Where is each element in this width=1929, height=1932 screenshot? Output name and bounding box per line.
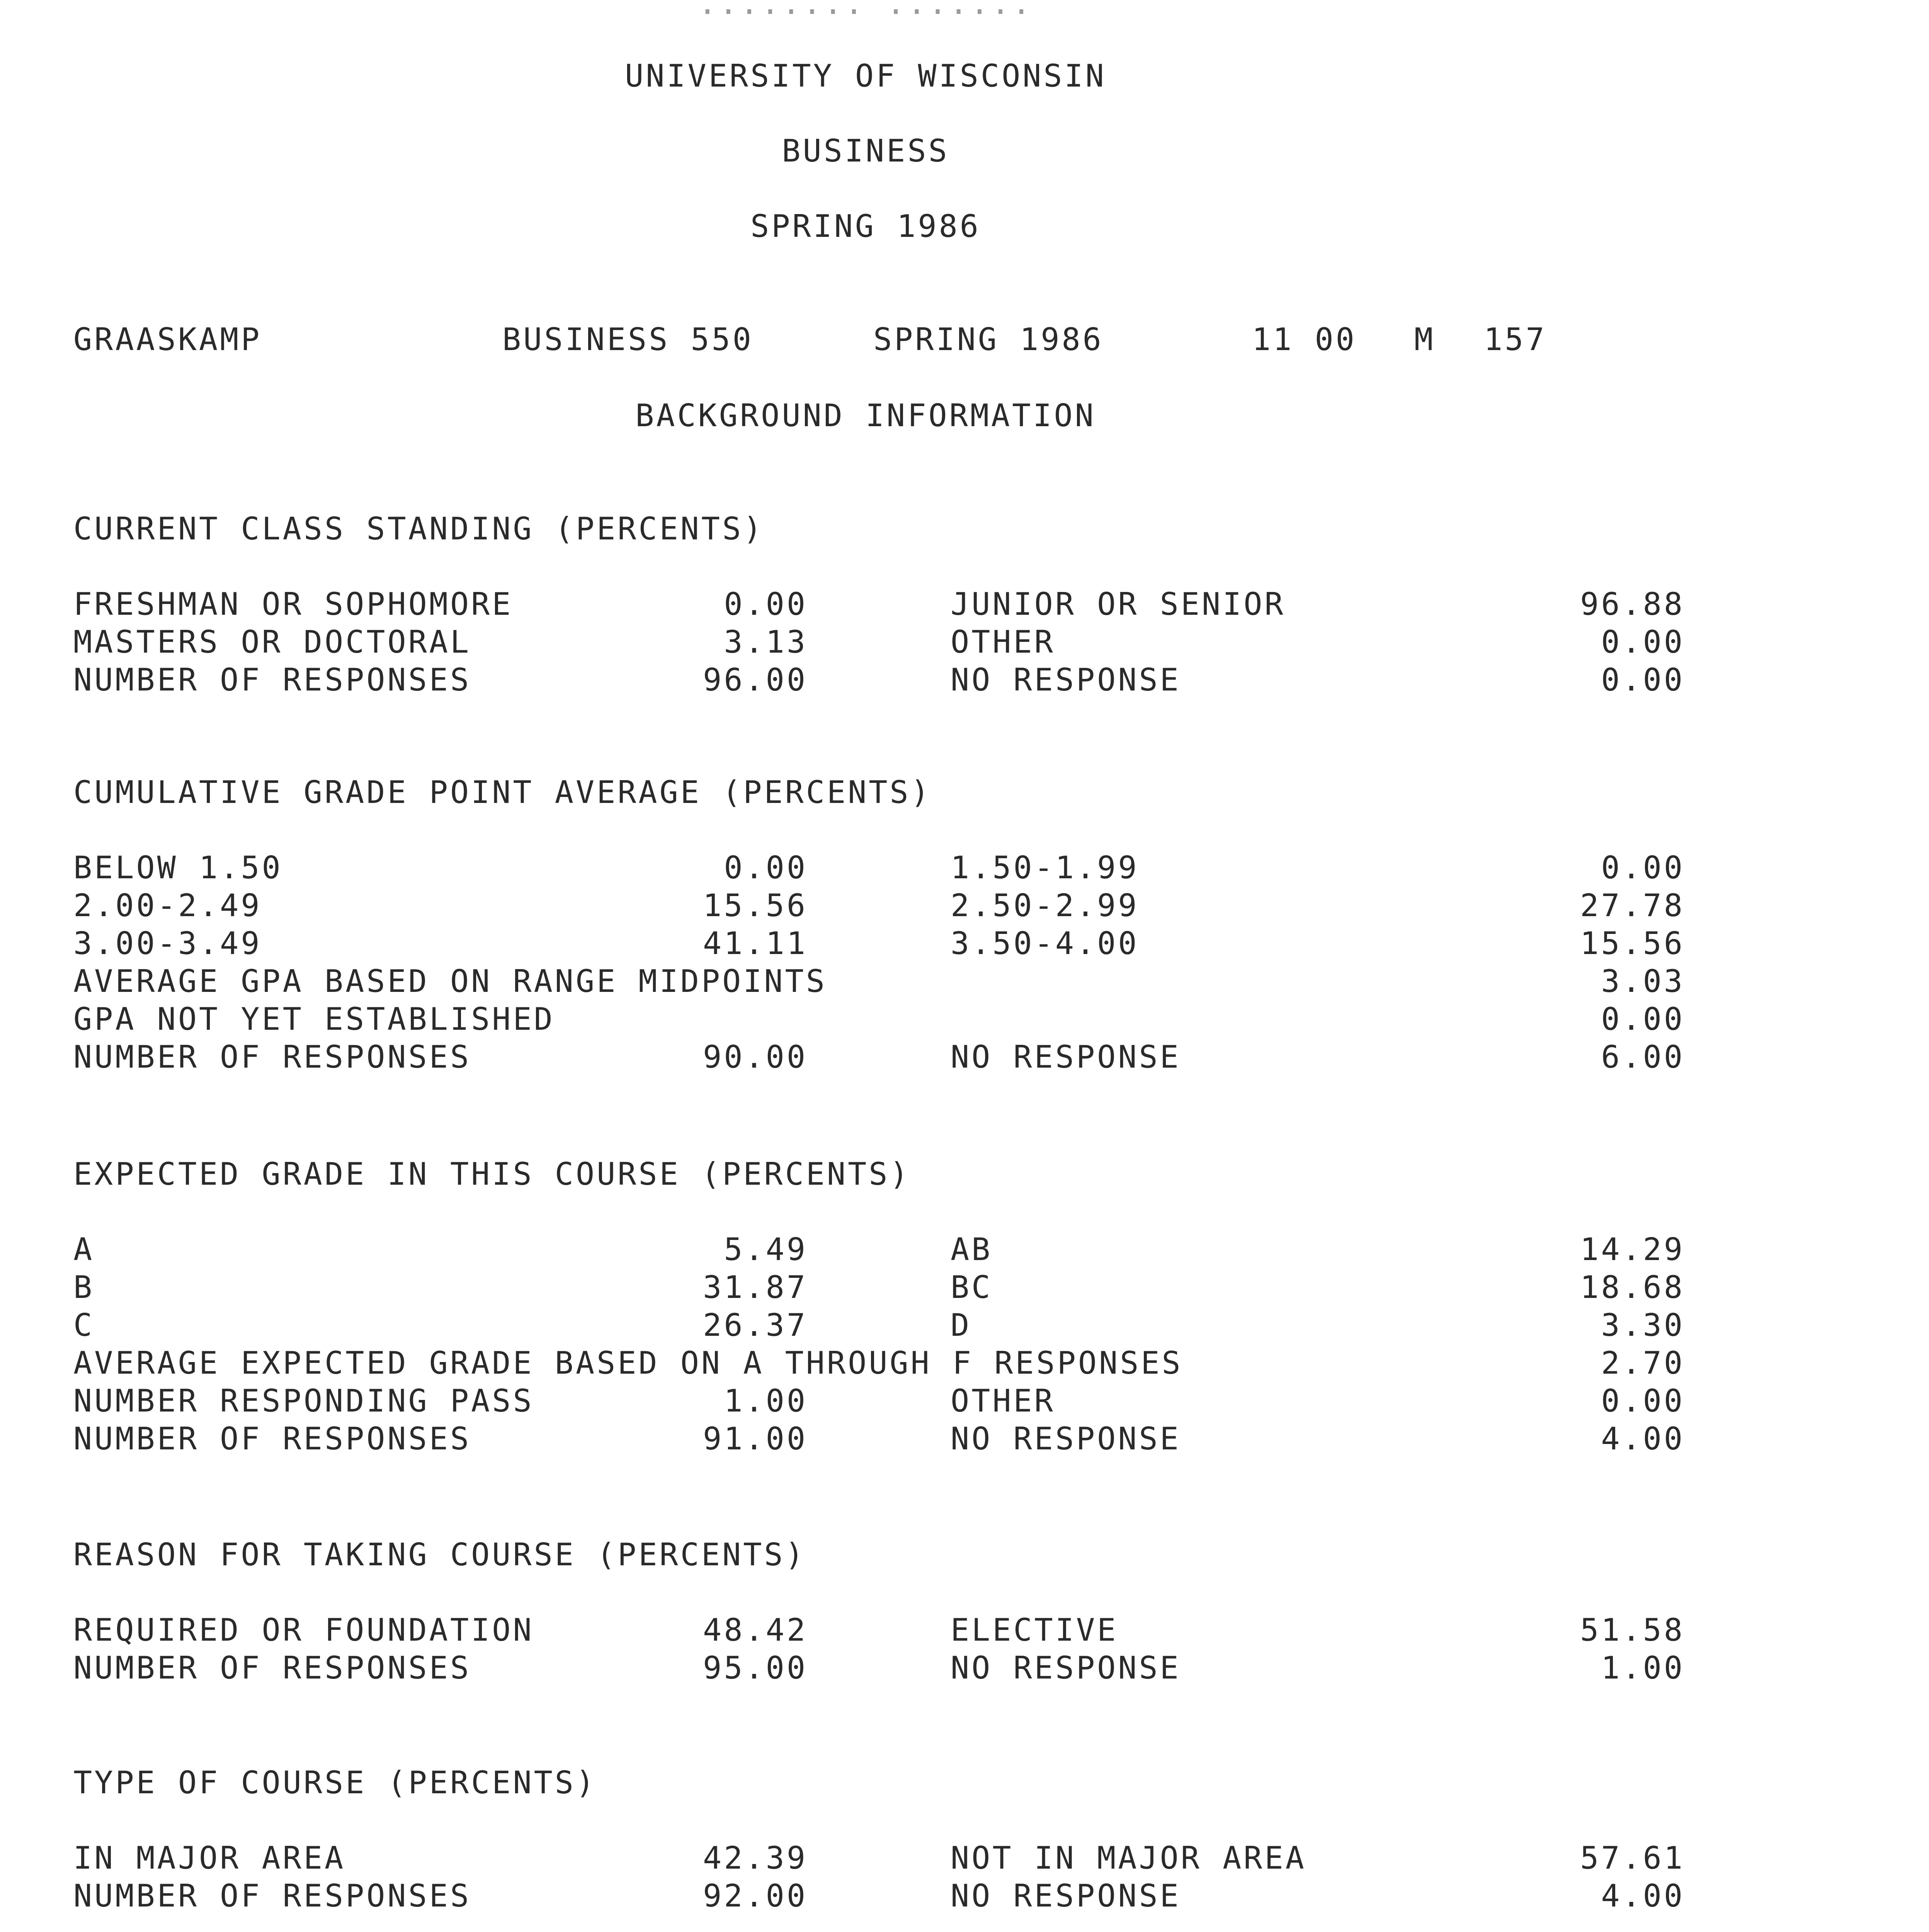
row-value: 0.00 [1601, 850, 1685, 886]
row-value: 42.39 [703, 1840, 808, 1876]
row-label: NO RESPONSE [951, 662, 1181, 698]
row-label: OTHER [951, 624, 1055, 660]
row-value: 0.00 [1601, 624, 1685, 660]
course-day: M [1414, 321, 1436, 357]
row-label: JUNIOR OR SENIOR [951, 586, 1286, 622]
row-label: AB [951, 1231, 993, 1267]
row-value: 95.00 [703, 1650, 808, 1686]
section-title: TYPE OF COURSE (PERCENTS) [73, 1765, 597, 1801]
row-label: C [73, 1307, 95, 1343]
row-label: ELECTIVE [951, 1612, 1118, 1648]
row-label: NO RESPONSE [951, 1650, 1181, 1686]
row-value: 15.56 [1580, 925, 1685, 961]
row-label: 2.50-2.99 [951, 888, 1139, 923]
row-value: 0.00 [1601, 1001, 1685, 1037]
section-title: CUMULATIVE GRADE POINT AVERAGE (PERCENTS) [73, 774, 932, 810]
row-value: 57.61 [1580, 1840, 1685, 1876]
course-room: 157 [1484, 321, 1547, 357]
row-label: B [73, 1269, 95, 1305]
course-time: 11 00 [1252, 321, 1357, 357]
row-label: BELOW 1.50 [73, 850, 283, 886]
row-value: 96.88 [1580, 586, 1685, 622]
row-value: 96.00 [703, 662, 808, 698]
row-label: NUMBER OF RESPONSES [73, 1878, 471, 1914]
row-value: 18.68 [1580, 1269, 1685, 1305]
university-title: UNIVERSITY OF WISCONSIN [625, 58, 1106, 94]
row-label: IN MAJOR AREA [73, 1840, 346, 1876]
row-value: 27.78 [1580, 888, 1685, 923]
background-information-title: BACKGROUND INFORMATION [635, 398, 1096, 434]
row-label: NUMBER OF RESPONSES [73, 662, 471, 698]
row-value: 31.87 [703, 1269, 808, 1305]
row-label: BC [951, 1269, 993, 1305]
row-value: 3.03 [1601, 963, 1685, 999]
row-label: MASTERS OR DOCTORAL [73, 624, 471, 660]
row-value: 4.00 [1601, 1421, 1685, 1457]
row-label: 1.50-1.99 [951, 850, 1139, 886]
row-label: AVERAGE GPA BASED ON RANGE MIDPOINTS [73, 963, 827, 999]
course-term: SPRING 1986 [873, 321, 1104, 357]
row-value: 91.00 [703, 1421, 808, 1457]
school-title: BUSINESS [782, 133, 949, 169]
row-label: AVERAGE EXPECTED GRADE BASED ON A THROUGH F RESPONSES [73, 1345, 1183, 1381]
row-value: 3.13 [724, 624, 808, 660]
row-value: 0.00 [1601, 1383, 1685, 1419]
row-label: REQUIRED OR FOUNDATION [73, 1612, 534, 1648]
row-value: 41.11 [703, 925, 808, 961]
row-value: 0.00 [724, 850, 808, 886]
row-value: 51.58 [1580, 1612, 1685, 1648]
row-label: NUMBER OF RESPONSES [73, 1421, 471, 1457]
faint-top-header: ........ ....... [698, 0, 1033, 21]
row-value: 5.49 [724, 1231, 808, 1267]
row-label: GPA NOT YET ESTABLISHED [73, 1001, 555, 1037]
section-title: CURRENT CLASS STANDING (PERCENTS) [73, 511, 764, 547]
section-title: REASON FOR TAKING COURSE (PERCENTS) [73, 1537, 806, 1573]
row-value: 2.70 [1601, 1345, 1685, 1381]
term-title: SPRING 1986 [750, 208, 981, 244]
row-value: 48.42 [703, 1612, 808, 1648]
row-value: 90.00 [703, 1039, 808, 1075]
row-value: 92.00 [703, 1878, 808, 1914]
row-label: 2.00-2.49 [73, 888, 262, 923]
row-value: 3.30 [1601, 1307, 1685, 1343]
row-label: OTHER [951, 1383, 1055, 1419]
section-title: EXPECTED GRADE IN THIS COURSE (PERCENTS) [73, 1156, 911, 1192]
row-value: 0.00 [724, 586, 808, 622]
row-value: 14.29 [1580, 1231, 1685, 1267]
course-number: BUSINESS 550 [502, 321, 754, 357]
row-label: NOT IN MAJOR AREA [951, 1840, 1306, 1876]
row-value: 4.00 [1601, 1878, 1685, 1914]
row-label: D [951, 1307, 972, 1343]
row-label: NO RESPONSE [951, 1878, 1181, 1914]
row-value: 1.00 [724, 1383, 808, 1419]
row-value: 26.37 [703, 1307, 808, 1343]
row-label: A [73, 1231, 95, 1267]
row-label: NUMBER OF RESPONSES [73, 1650, 471, 1686]
row-label: NO RESPONSE [951, 1039, 1181, 1075]
row-value: 15.56 [703, 888, 808, 923]
instructor-name: GRAASKAMP [73, 321, 262, 357]
row-label: 3.00-3.49 [73, 925, 262, 961]
row-value: 1.00 [1601, 1650, 1685, 1686]
row-label: NUMBER OF RESPONSES [73, 1039, 471, 1075]
row-label: NO RESPONSE [951, 1421, 1181, 1457]
row-value: 6.00 [1601, 1039, 1685, 1075]
row-label: 3.50-4.00 [951, 925, 1139, 961]
row-label: NUMBER RESPONDING PASS [73, 1383, 534, 1419]
row-value: 0.00 [1601, 662, 1685, 698]
row-label: FRESHMAN OR SOPHOMORE [73, 586, 513, 622]
